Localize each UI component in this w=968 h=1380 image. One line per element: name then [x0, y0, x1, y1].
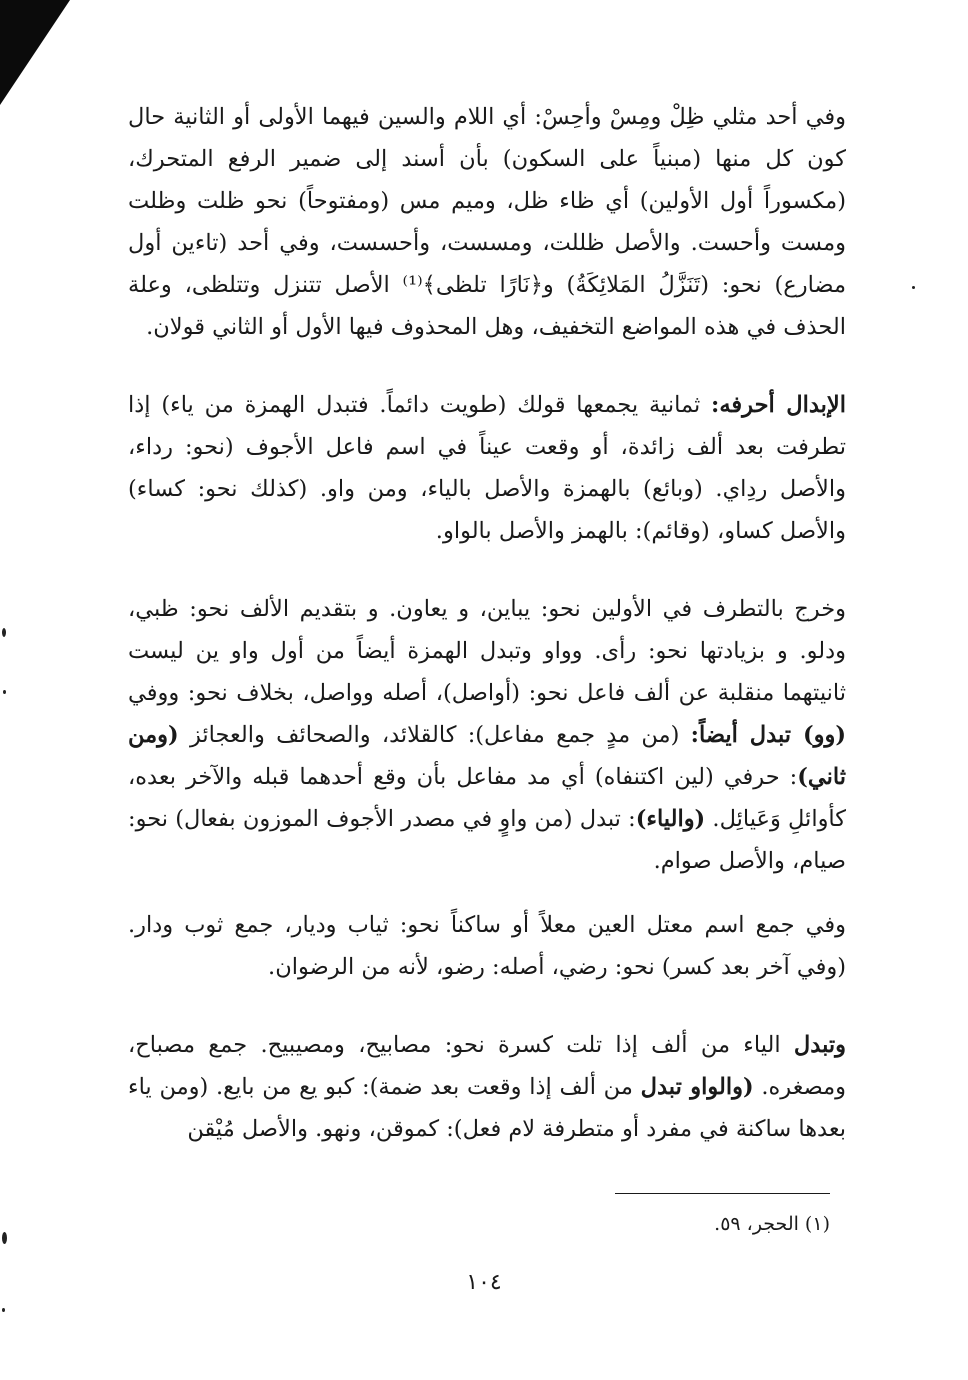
paragraph-5-text-a: الياء من ألف إذا تلت كسرة نحو: مصابيح، ومصيبيح. جمع مصباح، ومصغره.: [128, 1032, 847, 1100]
scan-speck: [2, 628, 6, 637]
paragraph-3-bold-c: (والياء): [635, 806, 706, 832]
paragraph-3-text-b: (من مدٍ جمع مفاعل): كالقلائد، والصحائف والعجائز: [178, 722, 691, 748]
scan-speck: [2, 1232, 7, 1244]
page-body: [128, 96, 846, 1150]
heading-ibdal: الإبدال أحرفه:: [711, 392, 846, 418]
paragraph-1-text: وفي أحد مثلي ظِلْ ومِسْ وأحِسْ: أي اللام والسين فيهما الأولى أو الثانية حال كون كل منها (مبنياً على السكون) بأن أسند إلى ضمير الرفع المتحرك، (مكسوراً أول الأولين) أي ظاء ظل، وميم مس (ومفتوحاً) نحو ظلت وظلت ومست وأحست. والأصل ظللت، ومسست، وأحسست، وفي أحد (تاءين أول مضارع) نحو: (تَنَزَّلُ المَلائِكَةُ) و﴿نَارًا تلظى﴾⁽¹⁾ الأصل تتنزل وتتلظى، وعلة الحذف في هذه المواضع التخفيف، وهل المحذوف فيها الأول أو الثاني قولان.: [128, 104, 846, 340]
paragraph-3: [128, 588, 846, 882]
paragraph-2: [128, 384, 846, 552]
paragraph-4-text: وفي جمع اسم معتل العين معلاً أو ساكناً نحو: ثياب وديار، جمع ثوب ودار. (وفي آخر بعد كسر) نحو: رضي، أصله: رضو، لأنه من الرضوان.: [128, 912, 846, 980]
paragraph-5-bold-a: وتبدل: [793, 1032, 846, 1058]
paragraph-3-bold-b: (ومن ثاني): [128, 722, 846, 790]
paragraph-3-bold-a: (وو) تبدل أيضاً:: [690, 722, 847, 748]
footnote-divider: [615, 1193, 830, 1194]
page-number: ١٠٤: [466, 1270, 502, 1295]
paragraph-4: [128, 904, 846, 988]
paragraph-2-text: ثمانية يجمعها قولك (طويت دائماً. فتبدل الهمزة من ياء) إذا تطرفت بعد ألف زائدة، أو وقعت عيناً في اسم فاعل الأجوف (نحو: رداء، والأصل ردِاي. (وبائع) بالهمزة والأصل بالياء، ومن واو. (كذلك نحو: كساء) والأصل كساو، (وقائم): بالهمز والأصل بالواو.: [128, 392, 846, 544]
paragraph-3-text-d: : تبدل (من واوٍ في مصدر الأجوف الموزون بفعال) نحو: صيام، والأصل صوام.: [128, 806, 846, 874]
paragraph-1: [128, 96, 846, 348]
paragraph-3-text-c: : حرفي (لين اكتنفاه) أي مد مفاعل بأن وقع أحدهما قبله والآخر بعده، كأوائلِ وَعَيائِل.: [128, 764, 847, 832]
scan-speck: [2, 1308, 5, 1312]
paragraph-5-bold-b: (والواو تبدل: [640, 1074, 754, 1100]
paragraph-5-text-b: من ألف إذا وقعت بعد ضمة): كبو يع من بايع. (ومن ياء بعدها ساكنة في مفرد أو متطرفة لام فعل): كموقن، ونهو. والأصل مُيْقن: [128, 1074, 846, 1142]
footnote: (١) الحجر، ٥٩.: [714, 1213, 830, 1235]
paragraph-5: [128, 1024, 846, 1150]
scan-corner-mark: [0, 0, 70, 105]
scan-speck: [912, 286, 915, 289]
scan-speck: [3, 690, 6, 694]
paragraph-3-text-a: وخرج بالتطرف في الأولين نحو: يباين، و يعاون. و بتقديم الألف نحو: ظبي، ودلو. و بزيادتها نحو: رأى. وواو وتبدل الهمزة أيضاً من أول واو ين ليست ثانيتهما منقلبة عن ألف فاعل نحو: (أواصل)، أصله وواصل، بخلاف نحو: ووفي: [128, 596, 846, 706]
